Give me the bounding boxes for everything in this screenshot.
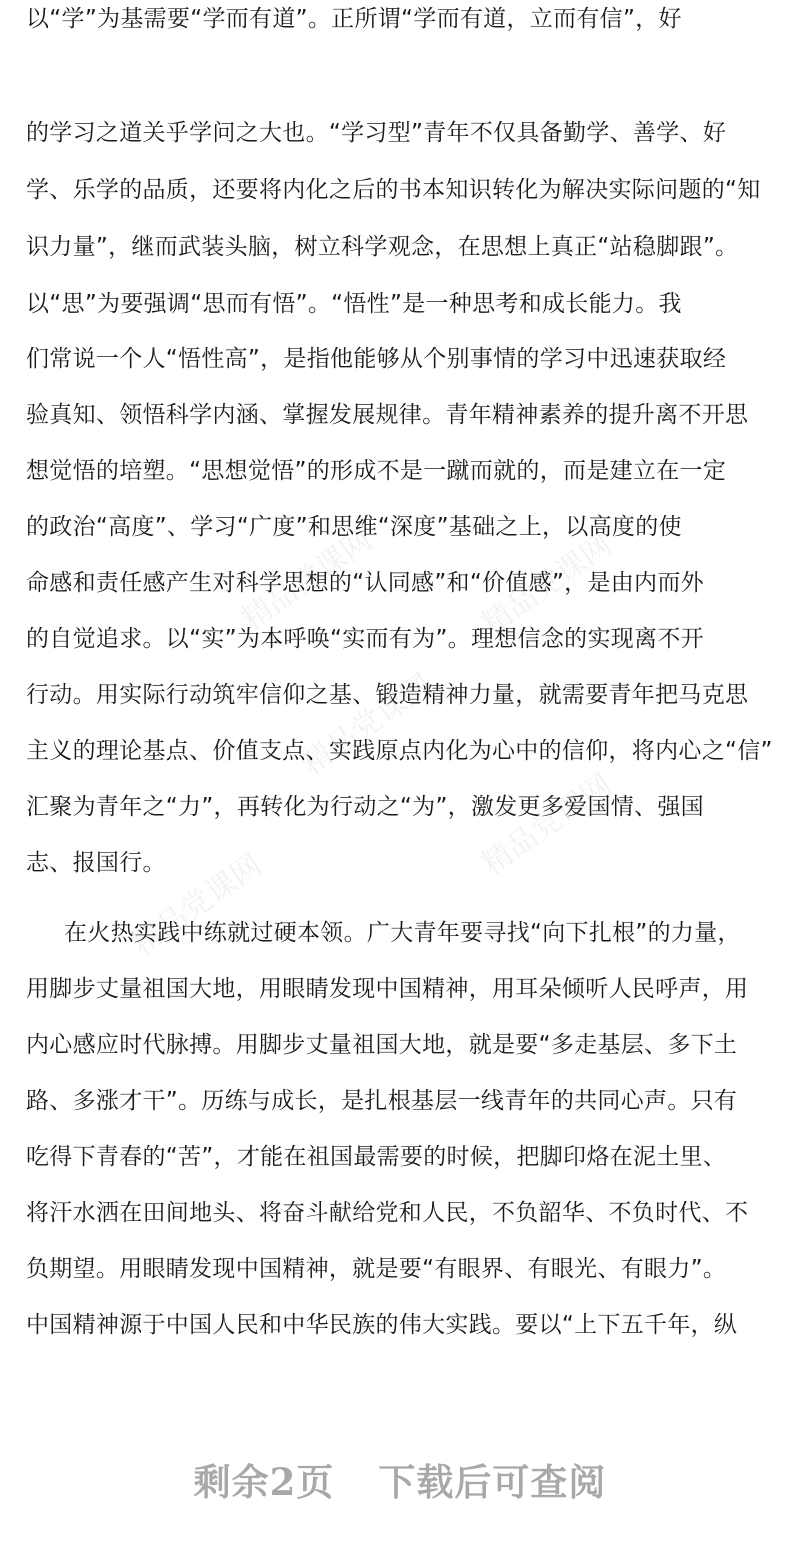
text-line: 志、报国行。 [26, 850, 166, 876]
download-prompt[interactable] [0, 1452, 800, 1506]
text-line: 用脚步丈量祖国大地，用眼睛发现中国精神，用耳朵倾听人民呼声，用 [26, 976, 749, 1002]
text-line: 命感和责任感产生对科学思想的“认同感”和“价值感”，是由内而外 [26, 570, 704, 596]
text-line: 以“思”为要强调“思而有悟”。“悟性”是一种思考和成长能力。我 [26, 291, 682, 317]
text-line: 内心感应时代脉搏。用脚步丈量祖国大地，就是要“多走基层、多下土 [26, 1032, 738, 1058]
text-line: 主义的理论基点、价值支点、实践原点内化为心中的信仰，将内心之“信” [26, 738, 773, 764]
watermark: 精品党课网 [475, 527, 619, 643]
text-line: 的自觉追求。以“实”为本呼唤“实而有为”。理想信念的实现离不开 [26, 626, 704, 652]
text-line: 负期望。用眼睛发现中国精神，就是要“有眼界、有眼光、有眼力”。 [26, 1256, 727, 1282]
text-line: 中国精神源于中国人民和中华民族的伟大实践。要以“上下五千年，纵 [26, 1312, 738, 1338]
text-line: 的学习之道关乎学问之大也。“学习型”青年不仅具备勤学、善学、好 [26, 120, 727, 146]
text-line: 以“学”为基需要“学而有道”。正所谓“学而有道，立而有信”，好 [26, 6, 682, 32]
remaining-pages-label: 剩余2页 [193, 1460, 335, 1504]
text-line: 们常说一个人“悟性高”，是指他能够从个别事情的学习中迅速获取经 [26, 346, 727, 372]
text-line: 路、多涨才干”。历练与成长，是扎根基层一线青年的共同心声。只有 [26, 1088, 738, 1114]
text-line: 想觉悟的培塑。“思想觉悟”的形成不是一蹴而就的，而是建立在一定 [26, 458, 727, 484]
text-line: 将汗水洒在田间地头、将奋斗献给党和人民，不负韶华、不负时代、不 [26, 1200, 749, 1226]
text-line: 吃得下青春的“苦”，才能在祖国最需要的时候，把脚印烙在泥土里、 [26, 1144, 727, 1170]
text-line: 识力量”，继而武装头脑，树立科学观念，在思想上真正“站稳脚跟”。 [26, 234, 739, 260]
text-line: 行动。用实际行动筑牢信仰之基、锻造精神力量，就需要青年把马克思 [26, 682, 749, 708]
watermark: 精品党课网 [295, 667, 439, 783]
paragraph-first-line: 在火热实践中练就过硬本领。广大青年要寻找“向下扎根”的力量， [64, 920, 741, 946]
text-line: 的政治“高度”、学习“广度”和思维“深度”基础之上，以高度的使 [26, 514, 682, 540]
watermark: 精品党课网 [235, 522, 379, 638]
text-line: 汇聚为青年之“力”，再转化为行动之“为”，激发更多爱国情、强国 [26, 794, 704, 820]
download-to-view-label: 下载后可查阅 [378, 1460, 607, 1504]
watermark: 精品党课网 [125, 847, 269, 963]
watermark: 精品党课网 [475, 767, 619, 883]
text-line: 验真知、领悟科学内涵、掌握发展规律。青年精神素养的提升离不开思 [26, 402, 749, 428]
text-line: 学、乐学的品质，还要将内化之后的书本知识转化为解决实际问题的“知 [26, 177, 761, 203]
